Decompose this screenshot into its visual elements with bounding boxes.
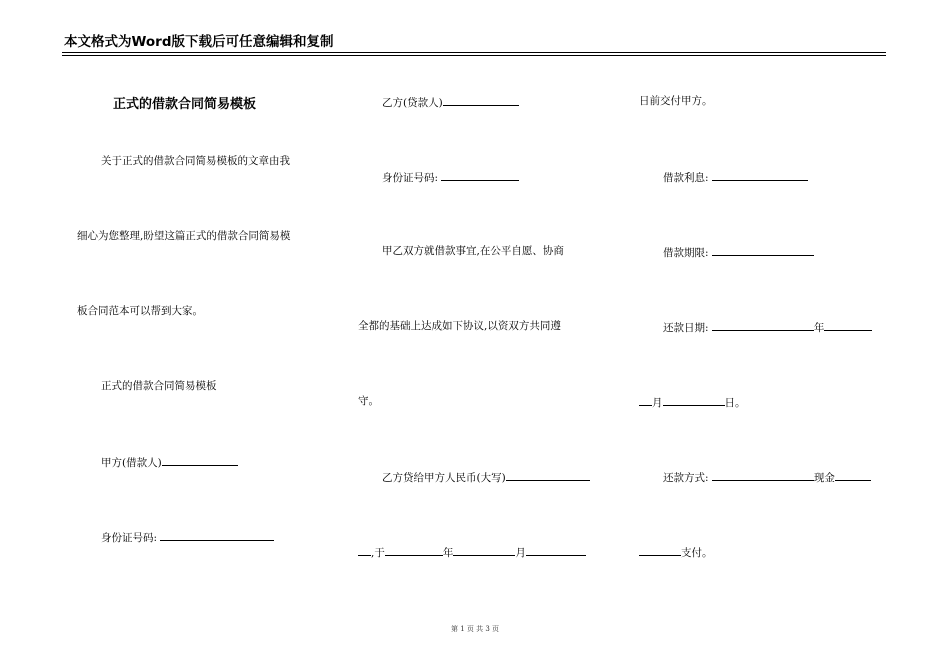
party-b-label: 乙方(贷款人) (382, 97, 443, 109)
interest-line (663, 169, 808, 185)
loan-date-at: ,于 (371, 547, 385, 559)
interest-label: 借款利息: (663, 172, 709, 184)
party-a-label: 甲方(借款人) (101, 457, 162, 469)
agreement-line-1: 甲乙双方就借款事宜,在公平自愿、协商 (382, 245, 564, 257)
header-rule-bottom (62, 55, 886, 56)
interest-blank (712, 169, 808, 181)
id-b-label: 身份证号码: (382, 172, 439, 184)
repay-date-cont-line (639, 394, 746, 410)
repay-month-label: 月 (652, 397, 663, 409)
agreement-line-3: 守。 (358, 395, 379, 407)
id-b-blank (441, 169, 519, 181)
party-b-line (382, 94, 519, 110)
agreement-line-2: 全都的基础上达成如下协议,以资双方共同遵 (358, 320, 561, 332)
loan-amount-blank-cont (358, 544, 371, 556)
repay-year-label: 年 (813, 322, 825, 334)
repay-month-blank-a (824, 319, 872, 331)
loan-year-label: 年 (442, 547, 454, 559)
repay-year-blank (712, 319, 814, 331)
pay-label: 支付。 (681, 547, 713, 559)
party-a-line (101, 454, 238, 470)
header-rule-top (62, 52, 886, 53)
cash-blank-b (639, 544, 681, 556)
repay-method-line (663, 469, 871, 485)
page-footer: 第 1 页 共 3 页 (450, 625, 500, 633)
id-b-line (382, 169, 519, 185)
document-header: 本文格式为Word版下载后可任意编辑和复制 (64, 34, 334, 50)
term-line (663, 244, 814, 260)
repay-method-blank (712, 469, 814, 481)
loan-date-line (358, 544, 586, 560)
pay-line (639, 544, 713, 560)
cash-blank-a (835, 469, 871, 481)
intro-line-3: 板合同范本可以帮到大家。 (77, 305, 203, 317)
loan-year-blank (385, 544, 443, 556)
repay-day-label: 日。 (724, 397, 746, 409)
repay-date-label: 还款日期: (663, 322, 709, 334)
id-a-label: 身份证号码: (101, 532, 158, 544)
term-blank (712, 244, 814, 256)
cash-label: 现金 (813, 472, 835, 484)
deliver-line: 日前交付甲方。 (639, 95, 713, 107)
id-a-blank (160, 529, 274, 541)
repay-date-line (663, 319, 872, 335)
id-a-line (101, 529, 274, 545)
intro-line-1: 关于正式的借款合同简易模板的文章由我 (101, 155, 290, 167)
party-b-blank (443, 94, 519, 106)
section-subtitle: 正式的借款合同简易模板 (101, 380, 217, 392)
intro-line-2: 细心为您整理,盼望这篇正式的借款合同简易模 (77, 230, 291, 242)
loan-month-blank (453, 544, 515, 556)
repay-month-blank-b (639, 394, 652, 406)
repay-day-blank (663, 394, 725, 406)
loan-day-blank (526, 544, 586, 556)
term-label: 借款期限: (663, 247, 709, 259)
document-title: 正式的借款合同简易模板 (113, 97, 257, 112)
repay-method-label: 还款方式: (663, 472, 709, 484)
loan-amount-line (382, 469, 590, 485)
loan-amount-label: 乙方贷给甲方人民币(大写) (382, 472, 506, 484)
party-a-blank (162, 454, 238, 466)
loan-amount-blank (506, 469, 590, 481)
loan-month-label: 月 (515, 547, 526, 559)
